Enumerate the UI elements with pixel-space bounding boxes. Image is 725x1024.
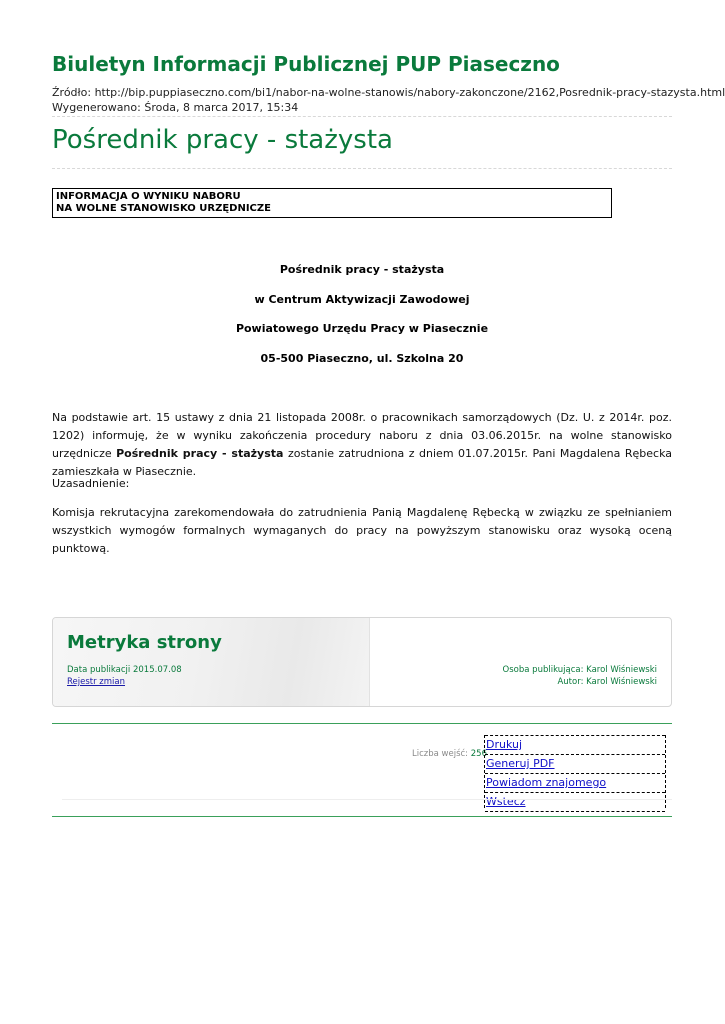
page-actions <box>484 735 666 808</box>
justification-heading: Uzasadnienie: <box>52 477 130 490</box>
site-title: Biuletyn Informacji Publicznej PUP Piaseczno <box>52 52 560 76</box>
print-link[interactable]: Drukuj <box>485 735 665 754</box>
visit-counter-label: Liczba wejść: <box>412 749 471 759</box>
visit-counter <box>412 749 487 759</box>
position-office: Powiatowego Urzędu Pracy w Piasecznie <box>235 322 489 335</box>
back-link[interactable]: Wstecz <box>485 792 665 812</box>
position-name: Pośrednik pracy - stażysta <box>279 263 445 276</box>
position-address: 05-500 Piaseczno, ul. Szkolna 20 <box>260 352 464 365</box>
decision-position-bold: Pośrednik pracy - stażysta <box>116 447 284 460</box>
dotted-divider <box>52 116 672 117</box>
visit-counter-value: 256 <box>470 749 487 759</box>
publication-date: Data publikacji 2015.07.08 <box>67 665 182 675</box>
metadata-title: Metryka strony <box>67 632 222 653</box>
info-box-line: NA WOLNE STANOWISKO URZĘDNICZE <box>56 203 271 214</box>
page-metadata-box <box>52 617 672 707</box>
change-register-link[interactable]: Rejestr zmian <box>67 677 126 687</box>
generate-pdf-link[interactable]: Generuj PDF <box>485 754 665 773</box>
dotted-divider <box>52 168 672 169</box>
position-unit: w Centrum Aktywizacji Zawodowej <box>254 293 470 306</box>
green-divider <box>52 816 672 817</box>
info-box <box>52 188 612 218</box>
notify-friend-link[interactable]: Powiadom znajomego <box>485 773 665 792</box>
generated-date-line: Wygenerowano: Środa, 8 marca 2017, 15:34 <box>52 101 299 114</box>
source-url-line: Źródło: http://bip.puppiaseczno.com/bi1/nabor-na-wolne-stanowis/nabory-zakonczone/2162,Posrednik-pracy-stazysta.html <box>52 86 725 99</box>
decision-text: Na podstawie art. 15 ustawy z dnia 21 listopada 2008r. o pracownikach samorządowych (Dz. U. z 2014r. poz. 1202) informuję, że w wyniku zakończenia procedury naboru z dnia 03.06.2015r. na wolne stanowisko urzędnicze <box>52 411 672 460</box>
justification-paragraph: Komisja rekrutacyjna zarekomendowała do zatrudnienia Panią Magdalenę Rębecką w związku ze spełnianiem wszystkich wymogów formalnych wymaganych do pracy na powyższym stanowisku oraz wysoką oceną punktową. <box>52 506 672 555</box>
footer-thin-divider <box>62 799 672 800</box>
page-title: Pośrednik pracy - stażysta <box>52 125 393 155</box>
decision-paragraph <box>52 409 672 481</box>
green-divider <box>52 723 672 724</box>
decision-text-end: zostanie zatrudniona z dniem 01.07.2015r. Pani Magdalena Rębecka zamieszkała w Piasecznie. <box>52 447 672 478</box>
info-box-line: INFORMACJA O WYNIKU NABORU <box>56 191 241 202</box>
publisher-name: Osoba publikująca: Karol Wiśniewski <box>502 665 657 675</box>
author-name: Autor: Karol Wiśniewski <box>557 677 657 687</box>
